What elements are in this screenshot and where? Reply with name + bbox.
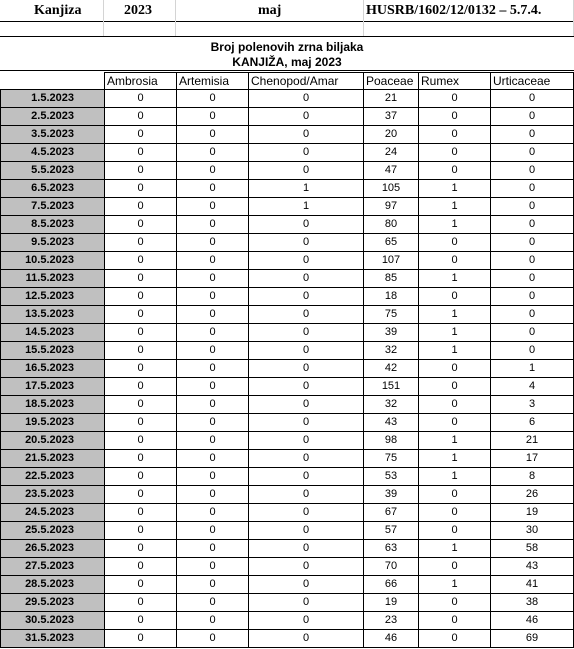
count-cell: 0 <box>105 504 177 522</box>
table-row <box>1 576 574 594</box>
table-row <box>1 558 574 576</box>
count-cell: 53 <box>364 468 419 486</box>
count-cell: 85 <box>364 270 419 288</box>
count-cell: 0 <box>177 324 249 342</box>
count-cell: 0 <box>419 504 491 522</box>
count-cell: 0 <box>419 396 491 414</box>
count-cell: 3 <box>491 396 574 414</box>
count-cell: 0 <box>177 630 249 648</box>
count-cell: 107 <box>364 252 419 270</box>
table-row <box>1 612 574 630</box>
count-cell: 37 <box>364 108 419 126</box>
count-cell: 4 <box>491 378 574 396</box>
count-cell: 39 <box>364 324 419 342</box>
count-cell: 0 <box>105 198 177 216</box>
count-cell: 17 <box>491 450 574 468</box>
count-cell: 0 <box>105 162 177 180</box>
count-cell: 0 <box>105 90 177 108</box>
count-cell: 63 <box>364 540 419 558</box>
date-cell: 16.5.2023 <box>1 360 105 378</box>
count-cell: 0 <box>177 486 249 504</box>
count-cell: 0 <box>419 144 491 162</box>
count-cell: 0 <box>249 522 364 540</box>
count-cell: 0 <box>105 360 177 378</box>
count-cell: 0 <box>491 126 574 144</box>
count-cell: 0 <box>419 108 491 126</box>
count-cell: 23 <box>364 612 419 630</box>
count-cell: 0 <box>249 594 364 612</box>
date-cell: 12.5.2023 <box>1 288 105 306</box>
table-row <box>1 378 574 396</box>
count-cell: 0 <box>177 522 249 540</box>
count-cell: 69 <box>491 630 574 648</box>
count-cell: 0 <box>105 414 177 432</box>
count-cell: 8 <box>491 468 574 486</box>
count-cell: 0 <box>105 558 177 576</box>
count-cell: 0 <box>105 306 177 324</box>
project-code: HUSRB/1602/12/0132 – 5.7.4. <box>366 3 542 18</box>
count-cell: 0 <box>177 90 249 108</box>
table-row <box>1 144 574 162</box>
count-cell: 1 <box>419 306 491 324</box>
count-cell: 0 <box>249 324 364 342</box>
count-cell: 0 <box>419 414 491 432</box>
table-body <box>1 90 574 648</box>
date-cell: 7.5.2023 <box>1 198 105 216</box>
count-cell: 0 <box>419 486 491 504</box>
count-cell: 0 <box>491 342 574 360</box>
count-cell: 0 <box>105 144 177 162</box>
date-cell: 11.5.2023 <box>1 270 105 288</box>
count-cell: 0 <box>177 558 249 576</box>
count-cell: 1 <box>491 360 574 378</box>
table-row <box>1 324 574 342</box>
date-cell: 28.5.2023 <box>1 576 105 594</box>
count-cell: 0 <box>105 432 177 450</box>
count-cell: 21 <box>491 432 574 450</box>
count-cell: 24 <box>364 144 419 162</box>
count-cell: 0 <box>419 360 491 378</box>
count-cell: 0 <box>491 288 574 306</box>
count-cell: 75 <box>364 450 419 468</box>
count-cell: 0 <box>177 252 249 270</box>
count-cell: 0 <box>105 234 177 252</box>
count-cell: 0 <box>105 108 177 126</box>
count-cell: 0 <box>249 162 364 180</box>
table-row <box>1 288 574 306</box>
count-cell: 19 <box>491 504 574 522</box>
count-cell: 0 <box>491 198 574 216</box>
count-cell: 0 <box>105 486 177 504</box>
table-row <box>1 360 574 378</box>
count-cell: 0 <box>105 630 177 648</box>
count-cell: 30 <box>491 522 574 540</box>
station-name: Kanjiza <box>34 3 82 18</box>
count-cell: 105 <box>364 180 419 198</box>
count-cell: 66 <box>364 576 419 594</box>
count-cell: 0 <box>105 324 177 342</box>
column-header-poaceae: Poaceae <box>364 73 419 90</box>
count-cell: 0 <box>177 396 249 414</box>
date-cell: 21.5.2023 <box>1 450 105 468</box>
count-cell: 0 <box>419 612 491 630</box>
count-cell: 0 <box>491 306 574 324</box>
count-cell: 1 <box>419 270 491 288</box>
count-cell: 0 <box>419 234 491 252</box>
count-cell: 0 <box>249 234 364 252</box>
count-cell: 65 <box>364 234 419 252</box>
date-cell: 25.5.2023 <box>1 522 105 540</box>
count-cell: 38 <box>491 594 574 612</box>
table-row <box>1 486 574 504</box>
month-value: maj <box>258 3 282 18</box>
count-cell: 0 <box>249 306 364 324</box>
count-cell: 1 <box>419 216 491 234</box>
count-cell: 42 <box>364 360 419 378</box>
date-cell: 26.5.2023 <box>1 540 105 558</box>
count-cell: 0 <box>105 396 177 414</box>
count-cell: 0 <box>177 414 249 432</box>
table-row <box>1 594 574 612</box>
date-cell: 10.5.2023 <box>1 252 105 270</box>
count-cell: 0 <box>177 270 249 288</box>
count-cell: 0 <box>177 540 249 558</box>
date-cell: 2.5.2023 <box>1 108 105 126</box>
column-header-artemisia: Artemisia <box>177 73 249 90</box>
count-cell: 0 <box>177 576 249 594</box>
count-cell: 0 <box>105 342 177 360</box>
table-row <box>1 252 574 270</box>
header-gridline <box>103 0 104 36</box>
date-cell: 31.5.2023 <box>1 630 105 648</box>
table-row <box>1 90 574 108</box>
count-cell: 0 <box>249 288 364 306</box>
count-cell: 0 <box>105 612 177 630</box>
count-cell: 0 <box>105 216 177 234</box>
column-header-chenopod: Chenopod/Amar <box>249 73 364 90</box>
count-cell: 21 <box>364 90 419 108</box>
table-row <box>1 234 574 252</box>
count-cell: 32 <box>364 342 419 360</box>
count-cell: 46 <box>364 630 419 648</box>
table-row <box>1 414 574 432</box>
date-cell: 13.5.2023 <box>1 306 105 324</box>
count-cell: 41 <box>491 576 574 594</box>
count-cell: 0 <box>491 234 574 252</box>
corner-cell <box>1 73 105 90</box>
count-cell: 32 <box>364 396 419 414</box>
header-bar <box>0 0 574 22</box>
count-cell: 0 <box>249 270 364 288</box>
count-cell: 0 <box>249 126 364 144</box>
count-cell: 0 <box>105 522 177 540</box>
count-cell: 0 <box>491 144 574 162</box>
year-value: 2023 <box>124 3 152 18</box>
count-cell: 70 <box>364 558 419 576</box>
count-cell: 0 <box>419 90 491 108</box>
count-cell: 0 <box>177 234 249 252</box>
count-cell: 1 <box>419 180 491 198</box>
count-cell: 0 <box>177 360 249 378</box>
count-cell: 26 <box>491 486 574 504</box>
count-cell: 0 <box>249 450 364 468</box>
count-cell: 0 <box>419 378 491 396</box>
column-header-ambrosia: Ambrosia <box>105 73 177 90</box>
date-cell: 3.5.2023 <box>1 126 105 144</box>
count-cell: 0 <box>177 288 249 306</box>
count-cell: 0 <box>249 108 364 126</box>
date-cell: 30.5.2023 <box>1 612 105 630</box>
count-cell: 0 <box>249 558 364 576</box>
table-row <box>1 450 574 468</box>
count-cell: 0 <box>491 90 574 108</box>
date-cell: 29.5.2023 <box>1 594 105 612</box>
count-cell: 0 <box>177 378 249 396</box>
count-cell: 46 <box>491 612 574 630</box>
count-cell: 0 <box>249 468 364 486</box>
title-divider <box>0 70 574 71</box>
count-cell: 0 <box>105 252 177 270</box>
date-cell: 20.5.2023 <box>1 432 105 450</box>
count-cell: 58 <box>491 540 574 558</box>
count-cell: 0 <box>177 594 249 612</box>
table-row <box>1 180 574 198</box>
count-cell: 0 <box>105 540 177 558</box>
count-cell: 1 <box>249 180 364 198</box>
count-cell: 0 <box>249 90 364 108</box>
count-cell: 47 <box>364 162 419 180</box>
count-cell: 20 <box>364 126 419 144</box>
count-cell: 0 <box>419 252 491 270</box>
table-row <box>1 540 574 558</box>
date-cell: 1.5.2023 <box>1 90 105 108</box>
count-cell: 0 <box>105 576 177 594</box>
count-cell: 0 <box>249 342 364 360</box>
count-cell: 0 <box>419 558 491 576</box>
count-cell: 1 <box>419 324 491 342</box>
table-row <box>1 270 574 288</box>
header-gridline <box>363 0 364 36</box>
count-cell: 0 <box>177 612 249 630</box>
count-cell: 67 <box>364 504 419 522</box>
count-cell: 0 <box>249 504 364 522</box>
column-header-rumex: Rumex <box>419 73 491 90</box>
count-cell: 0 <box>177 144 249 162</box>
count-cell: 0 <box>177 342 249 360</box>
count-cell: 6 <box>491 414 574 432</box>
pollen-count-table <box>0 72 574 648</box>
table-row <box>1 630 574 648</box>
table-subtitle: KANJIŽA, maj 2023 <box>232 55 342 69</box>
count-cell: 0 <box>419 594 491 612</box>
count-cell: 0 <box>419 630 491 648</box>
date-cell: 15.5.2023 <box>1 342 105 360</box>
count-cell: 0 <box>249 396 364 414</box>
count-cell: 0 <box>491 216 574 234</box>
count-cell: 18 <box>364 288 419 306</box>
date-cell: 14.5.2023 <box>1 324 105 342</box>
count-cell: 0 <box>249 414 364 432</box>
count-cell: 0 <box>177 180 249 198</box>
count-cell: 0 <box>491 162 574 180</box>
table-row <box>1 468 574 486</box>
date-cell: 27.5.2023 <box>1 558 105 576</box>
count-cell: 75 <box>364 306 419 324</box>
count-cell: 151 <box>364 378 419 396</box>
count-cell: 0 <box>177 450 249 468</box>
date-cell: 24.5.2023 <box>1 504 105 522</box>
count-cell: 0 <box>177 468 249 486</box>
count-cell: 1 <box>419 342 491 360</box>
count-cell: 0 <box>419 126 491 144</box>
date-cell: 17.5.2023 <box>1 378 105 396</box>
date-cell: 4.5.2023 <box>1 144 105 162</box>
count-cell: 80 <box>364 216 419 234</box>
count-cell: 0 <box>177 432 249 450</box>
date-cell: 18.5.2023 <box>1 396 105 414</box>
count-cell: 0 <box>105 468 177 486</box>
table-row <box>1 306 574 324</box>
count-cell: 1 <box>249 198 364 216</box>
count-cell: 1 <box>419 432 491 450</box>
header-divider-lower <box>0 36 574 37</box>
count-cell: 0 <box>177 126 249 144</box>
table-row <box>1 162 574 180</box>
date-cell: 19.5.2023 <box>1 414 105 432</box>
count-cell: 39 <box>364 486 419 504</box>
count-cell: 1 <box>419 576 491 594</box>
count-cell: 0 <box>105 450 177 468</box>
count-cell: 0 <box>249 432 364 450</box>
table-row <box>1 522 574 540</box>
table-row <box>1 432 574 450</box>
count-cell: 0 <box>491 180 574 198</box>
count-cell: 0 <box>249 630 364 648</box>
count-cell: 0 <box>491 324 574 342</box>
count-cell: 0 <box>177 216 249 234</box>
count-cell: 0 <box>177 108 249 126</box>
date-cell: 9.5.2023 <box>1 234 105 252</box>
count-cell: 0 <box>249 360 364 378</box>
count-cell: 57 <box>364 522 419 540</box>
table-row <box>1 126 574 144</box>
table-row <box>1 342 574 360</box>
count-cell: 0 <box>249 378 364 396</box>
count-cell: 0 <box>105 378 177 396</box>
column-header-row <box>1 73 574 90</box>
column-header-urticaceae: Urticaceae <box>491 73 574 90</box>
count-cell: 0 <box>177 306 249 324</box>
table-row <box>1 216 574 234</box>
count-cell: 0 <box>105 288 177 306</box>
count-cell: 0 <box>177 504 249 522</box>
count-cell: 0 <box>249 576 364 594</box>
count-cell: 0 <box>419 162 491 180</box>
count-cell: 19 <box>364 594 419 612</box>
count-cell: 0 <box>177 162 249 180</box>
table-row <box>1 396 574 414</box>
count-cell: 0 <box>105 594 177 612</box>
count-cell: 0 <box>105 126 177 144</box>
count-cell: 0 <box>105 270 177 288</box>
count-cell: 0 <box>419 288 491 306</box>
count-cell: 1 <box>419 540 491 558</box>
count-cell: 0 <box>249 612 364 630</box>
count-cell: 0 <box>491 108 574 126</box>
count-cell: 1 <box>419 198 491 216</box>
table-row <box>1 198 574 216</box>
count-cell: 0 <box>249 252 364 270</box>
header-divider <box>0 21 574 22</box>
count-cell: 0 <box>419 522 491 540</box>
count-cell: 0 <box>249 216 364 234</box>
table-title: Broj polenovih zrna biljaka <box>210 40 364 54</box>
count-cell: 0 <box>177 198 249 216</box>
count-cell: 0 <box>249 540 364 558</box>
table-row <box>1 108 574 126</box>
count-cell: 1 <box>419 468 491 486</box>
count-cell: 0 <box>105 180 177 198</box>
count-cell: 0 <box>491 252 574 270</box>
date-cell: 22.5.2023 <box>1 468 105 486</box>
count-cell: 0 <box>249 144 364 162</box>
count-cell: 98 <box>364 432 419 450</box>
header-gridline <box>175 0 176 36</box>
count-cell: 43 <box>364 414 419 432</box>
count-cell: 43 <box>491 558 574 576</box>
date-cell: 6.5.2023 <box>1 180 105 198</box>
count-cell: 97 <box>364 198 419 216</box>
count-cell: 0 <box>249 486 364 504</box>
count-cell: 1 <box>419 450 491 468</box>
date-cell: 23.5.2023 <box>1 486 105 504</box>
date-cell: 5.5.2023 <box>1 162 105 180</box>
date-cell: 8.5.2023 <box>1 216 105 234</box>
count-cell: 0 <box>491 270 574 288</box>
table-row <box>1 504 574 522</box>
